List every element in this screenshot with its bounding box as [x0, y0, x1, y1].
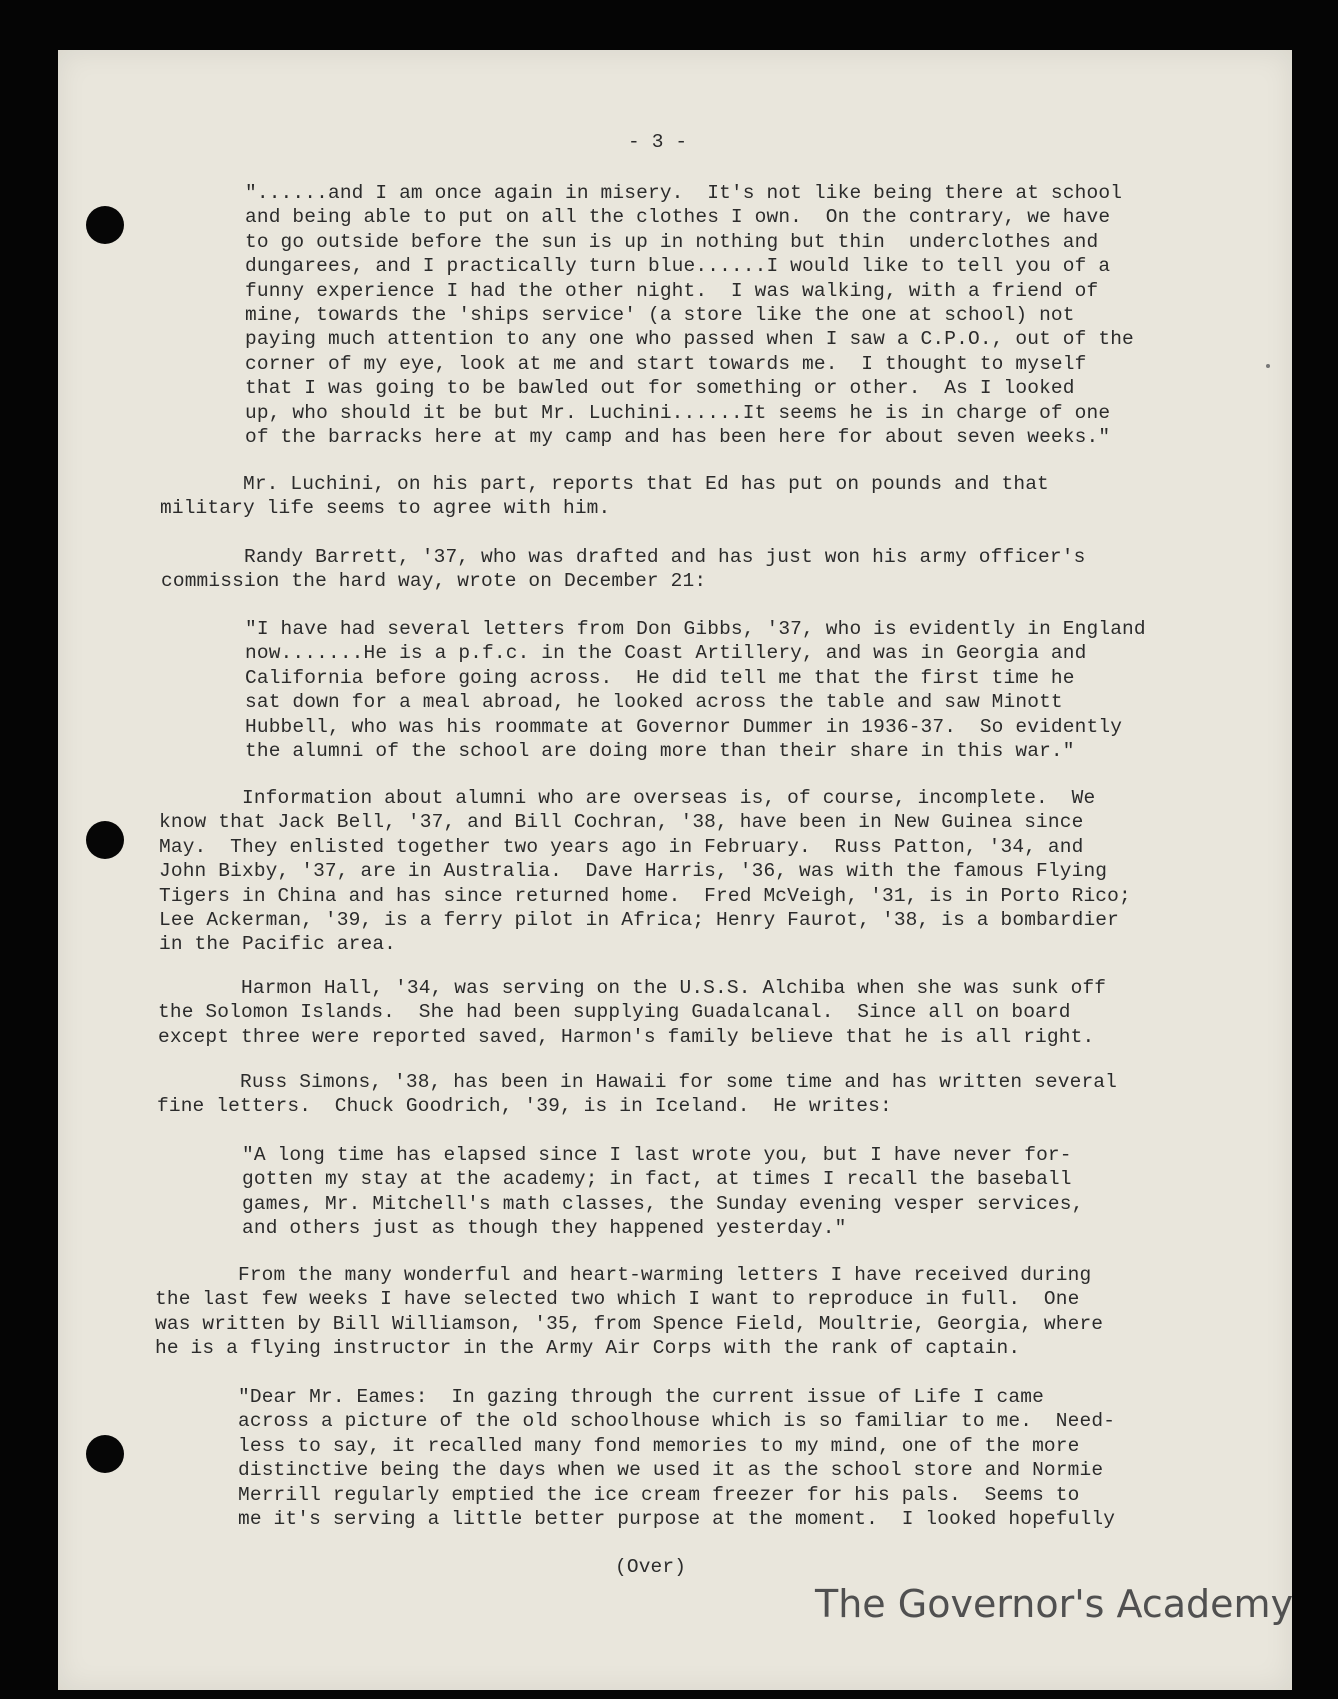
text-line: Lee Ackerman, '39, is a ferry pilot in Africa; Henry Faurot, '38, is a bombardier [159, 909, 1120, 931]
text-line: paying much attention to any one who passed when I saw a C.P.O., out of the [245, 328, 1134, 351]
text-line: that I was going to be bawled out for something or other. As I looked [245, 377, 1075, 400]
text-line: "A long time has elapsed since I last wrote you, but I have never for- [242, 1144, 1072, 1166]
text-line: the alumni of the school are doing more than their share in this war." [245, 740, 1075, 762]
watermark: The Governor's Academy [815, 1582, 1294, 1626]
text-line: in the Pacific area. [159, 933, 397, 956]
text-line: May. They enlisted together two years ago in February. Russ Patton, '34, and [159, 835, 1084, 858]
text-line: up, who should it be but Mr. Luchini......It seems he is in charge of one [245, 401, 1111, 424]
text-line: the Solomon Islands. She had been supplying Guadalcanal. Since all on board [158, 1001, 1071, 1024]
text-line: Hubbell, who was his roommate at Governor Dummer in 1936-37. So evidently [245, 715, 1123, 738]
text-line: "......and I am once again in misery. It's not like being there at school [245, 182, 1123, 204]
text-line: except three were reported saved, Harmon's family believe that he is all right. [158, 1025, 1095, 1048]
text-line: fine letters. Chuck Goodrich, '39, is in Iceland. He writes: [157, 1095, 892, 1118]
text-line: across a picture of the old schoolhouse which is so familiar to me. Need- [238, 1410, 1116, 1433]
text-line: dungarees, and I practically turn blue......I would like to tell you of a [245, 255, 1111, 278]
text-line: "Dear Mr. Eames: In gazing through the current issue of Life I came [238, 1386, 1044, 1408]
text-line: mine, towards the 'ships service' (a store like the one at school) not [245, 304, 1075, 326]
text-line: now.......He is a p.f.c. in the Coast Artillery, and was in Georgia and [245, 642, 1087, 665]
continued-over-label: (Over) [615, 1556, 687, 1578]
text-line: John Bixby, '37, are in Australia. Dave Harris, '36, was with the famous Flying [159, 860, 1108, 883]
punch-hole [86, 821, 124, 859]
text-line: me it's serving a little better purpose at the moment. I looked hopefully [238, 1508, 1116, 1530]
text-line: California before going across. He did tell me that the first time he [245, 666, 1075, 689]
text-line: distinctive being the days when we used it as the school store and Normie [238, 1459, 1104, 1482]
punch-hole [86, 1435, 124, 1473]
text-line: games, Mr. Mitchell's math classes, the Sunday evening vesper services, [242, 1192, 1084, 1215]
text-line: Randy Barrett, '37, who was drafted and has just won his army officer's [161, 546, 1086, 568]
paper-speck [1266, 364, 1270, 368]
text-line: Harmon Hall, '34, was serving on the U.S.S. Alchiba when she was sunk off [158, 977, 1107, 999]
text-line: know that Jack Bell, '37, and Bill Cochran, '38, have been in New Guinea since [159, 811, 1084, 834]
text-line: to go outside before the sun is up in nothing but thin underclothes and [245, 230, 1099, 253]
text-line: Mr. Luchini, on his part, reports that Ed has put on pounds and that [160, 473, 1049, 495]
text-line: and others just as though they happened yesterday." [242, 1217, 847, 1240]
text-line: sat down for a meal abroad, he looked across the table and saw Minott [245, 691, 1063, 714]
text-line: "I have had several letters from Don Gibbs, '37, who is evidently in England [245, 618, 1146, 640]
page-number: - 3 - [628, 131, 688, 153]
text-line: commission the hard way, wrote on December 21: [161, 570, 707, 593]
text-line: funny experience I had the other night. I was walking, with a friend of [245, 279, 1099, 302]
text-line: of the barracks here at my camp and has been here for about seven weeks." [245, 426, 1111, 448]
text-line: gotten my stay at the academy; in fact, at times I recall the baseball [242, 1168, 1072, 1191]
text-line: less to say, it recalled many fond memories to my mind, one of the more [238, 1434, 1080, 1457]
text-line: Merrill regularly emptied the ice cream freezer for his pals. Seems to [238, 1483, 1080, 1506]
text-line: Information about alumni who are overseas is, of course, incomplete. We [159, 787, 1096, 809]
text-line: Russ Simons, '38, has been in Hawaii for some time and has written several [157, 1071, 1118, 1093]
text-line: corner of my eye, look at me and start towards me. I thought to myself [245, 352, 1087, 375]
text-line: he is a flying instructor in the Army Air Corps with the rank of captain. [155, 1337, 1021, 1360]
punch-hole [86, 206, 124, 244]
text-line: From the many wonderful and heart-warming letters I have received during [155, 1264, 1092, 1286]
text-line: Tigers in China and has since returned home. Fred McVeigh, '31, is in Porto Rico; [159, 884, 1131, 907]
text-line: military life seems to agree with him. [160, 497, 611, 520]
text-line: and being able to put on all the clothes I own. On the contrary, we have [245, 206, 1111, 229]
text-line: was written by Bill Williamson, '35, from Spence Field, Moultrie, Georgia, where [155, 1312, 1104, 1335]
text-line: the last few weeks I have selected two which I want to reproduce in full. One [155, 1288, 1080, 1311]
